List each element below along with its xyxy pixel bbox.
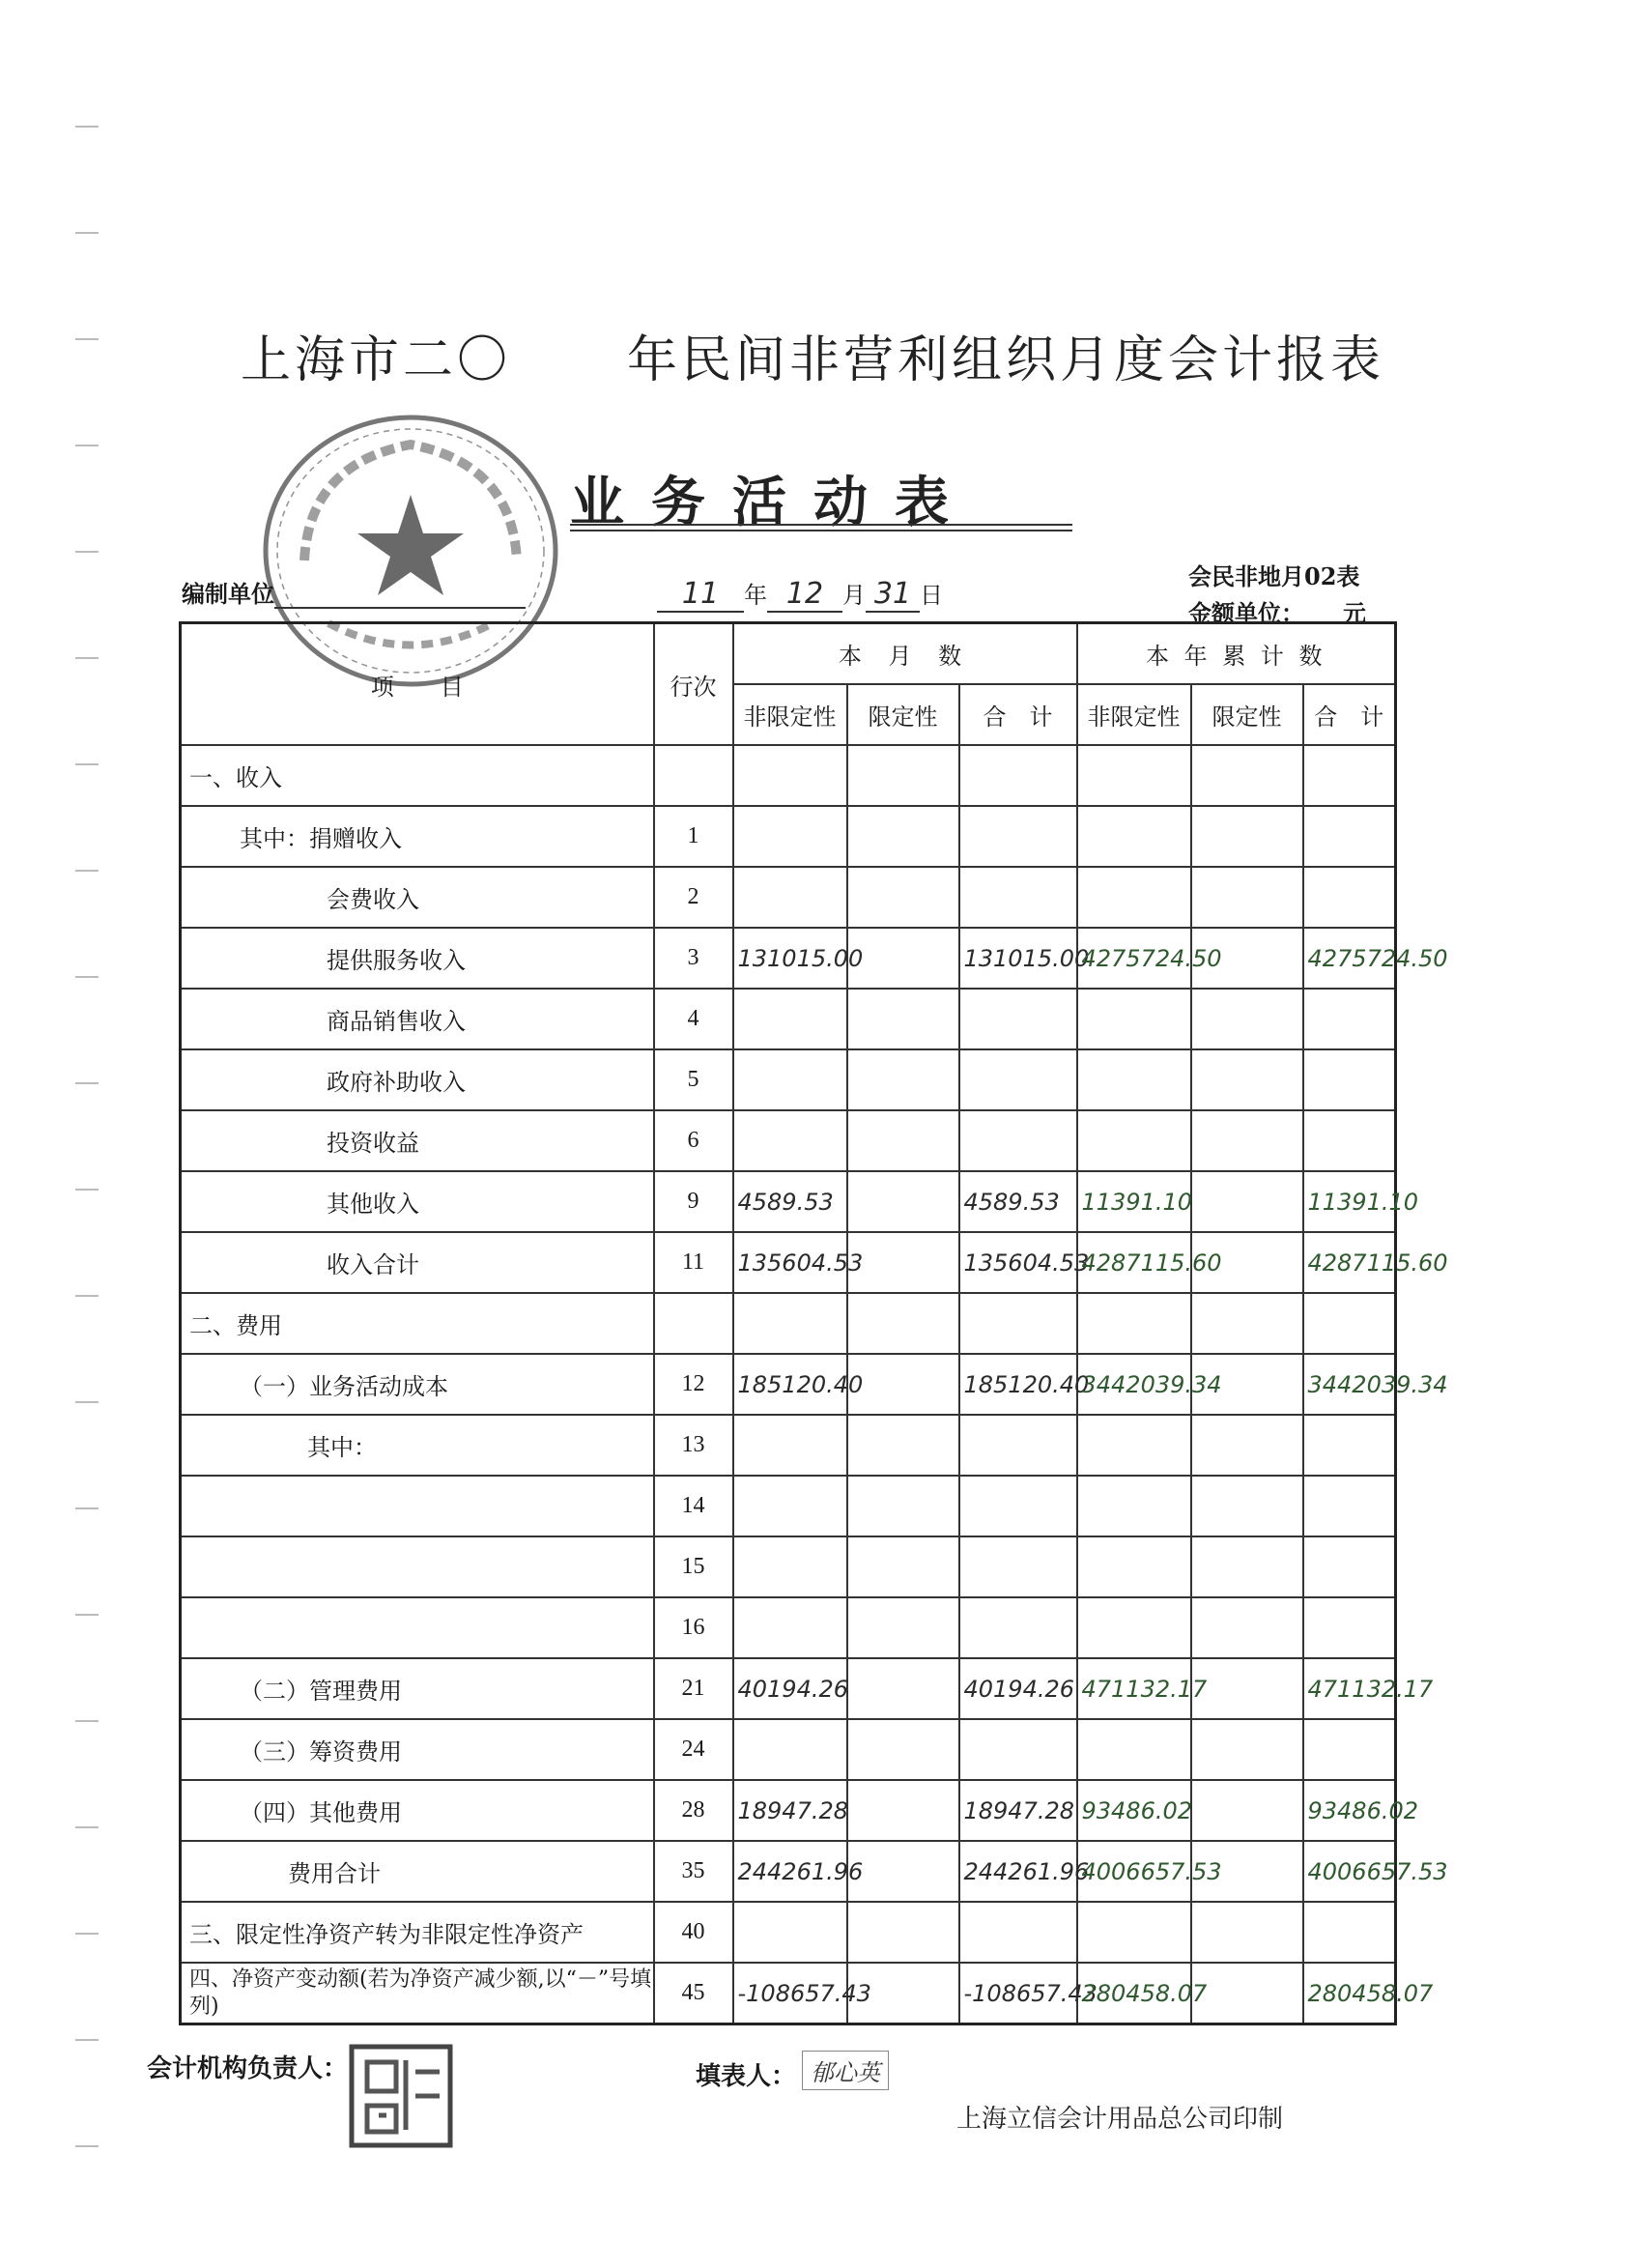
month-total-cell [959,989,1077,1049]
row-line-number: 12 [654,1354,733,1415]
compiling-unit-blank [274,605,526,609]
month-total-cell: 40194.26 [959,1658,1077,1719]
year-restricted-cell [1191,989,1303,1049]
row-item-label: 投资收益 [181,1110,654,1171]
year-total-cell: 280458.07 [1303,1963,1396,2024]
table-row [181,1963,1396,2024]
table-row [181,1354,1396,1415]
date-day-label: 日 [920,582,943,609]
table-row [181,1719,1396,1780]
row-item-label: 提供服务收入 [181,928,654,989]
margin-mark [75,1401,99,1403]
year-restricted-cell [1191,1415,1303,1476]
year-total-cell: 471132.17 [1303,1658,1396,1719]
month-unrestricted-cell [733,1415,847,1476]
report-title-left: 上海市二〇 [240,331,511,389]
year-total-header: 合 计 [1303,684,1396,745]
month-unrestricted-cell: 135604.53 [733,1232,847,1293]
year-restricted-cell [1191,1049,1303,1110]
year-total-cell: 4275724.50 [1303,928,1396,989]
month-total-cell: -108657.43 [959,1963,1077,2024]
row-item-label: 费用合计 [181,1841,654,1902]
year-unrestricted-cell: 3442039.34 [1077,1354,1191,1415]
margin-mark [75,657,99,659]
month-total-cell [959,1902,1077,1963]
month-total-cell [959,867,1077,928]
row-line-number: 16 [654,1597,733,1658]
month-restricted-cell [847,1841,959,1902]
year-restricted-cell [1191,1293,1303,1354]
month-total-cell: 18947.28 [959,1780,1077,1841]
year-restricted-cell [1191,745,1303,806]
row-line-number: 28 [654,1780,733,1841]
date-month-label: 月 [842,582,866,609]
table-row [181,1658,1396,1719]
year-unrestricted-header: 非限定性 [1077,684,1191,745]
year-total-cell [1303,1049,1396,1110]
margin-mark [75,1082,99,1084]
month-unrestricted-cell [733,1597,847,1658]
margin-mark [75,232,99,234]
preparer-name: 郁心英 [802,2051,889,2090]
year-unrestricted-cell [1077,806,1191,867]
year-total-cell: 11391.10 [1303,1171,1396,1232]
margin-mark [75,2039,99,2041]
year-total-cell [1303,1415,1396,1476]
month-unrestricted-cell: 18947.28 [733,1780,847,1841]
row-line-number: 35 [654,1841,733,1902]
year-unrestricted-cell: 4287115.60 [1077,1232,1191,1293]
year-restricted-cell [1191,1902,1303,1963]
year-total-cell [1303,1597,1396,1658]
margin-mark [75,763,99,765]
month-restricted-cell [847,928,959,989]
month-total-cell [959,1597,1077,1658]
year-unrestricted-cell [1077,1902,1191,1963]
row-line-number: 11 [654,1232,733,1293]
year-restricted-cell [1191,1597,1303,1658]
year-total-cell: 93486.02 [1303,1780,1396,1841]
margin-mark [75,126,99,128]
month-restricted-cell [847,1415,959,1476]
year-unrestricted-cell: 471132.17 [1077,1658,1191,1719]
square-seal-icon [348,2043,454,2149]
row-line-number: 3 [654,928,733,989]
month-restricted-cell [847,1110,959,1171]
row-line-number: 5 [654,1049,733,1110]
month-unrestricted-cell [733,1110,847,1171]
year-total-cell [1303,745,1396,806]
row-item-label [181,1536,654,1597]
month-unrestricted-cell [733,1293,847,1354]
col-item-header: 项 目 [181,623,654,746]
month-unrestricted-cell: 185120.40 [733,1354,847,1415]
table-row [181,806,1396,867]
date-month: 12 [767,577,842,613]
month-total-cell [959,1536,1077,1597]
margin-mark [75,445,99,446]
table-row [181,1110,1396,1171]
month-unrestricted-cell [733,1902,847,1963]
month-unrestricted-cell [733,867,847,928]
year-unrestricted-cell [1077,989,1191,1049]
margin-mark [75,1933,99,1935]
table-row [181,867,1396,928]
year-restricted-cell [1191,1536,1303,1597]
year-restricted-cell [1191,1658,1303,1719]
month-restricted-cell [847,1597,959,1658]
table-row [181,745,1396,806]
row-item-label: 商品销售收入 [181,989,654,1049]
year-total-cell [1303,1110,1396,1171]
compiling-unit [182,575,526,609]
year-restricted-cell [1191,1780,1303,1841]
date-day: 31 [866,577,920,613]
activity-report-table [179,621,1448,2025]
row-item-label: 其中： [181,1415,654,1476]
group-month-header: 本 月 数 [733,623,1077,685]
month-restricted-cell [847,1232,959,1293]
report-date [657,576,943,613]
margin-mark [75,1295,99,1297]
table-row [181,1049,1396,1110]
month-restricted-cell [847,1780,959,1841]
subtitle-underline [570,524,1072,526]
month-unrestricted-cell: 244261.96 [733,1841,847,1902]
year-total-cell [1303,989,1396,1049]
margin-mark [75,551,99,553]
year-unrestricted-cell [1077,745,1191,806]
year-unrestricted-cell [1077,1049,1191,1110]
month-total-cell [959,1415,1077,1476]
year-total-cell [1303,806,1396,867]
row-line-number: 6 [654,1110,733,1171]
row-line-number: 9 [654,1171,733,1232]
month-total-cell: 131015.00 [959,928,1077,989]
month-total-header: 合 计 [959,684,1077,745]
year-restricted-cell [1191,1110,1303,1171]
col-line-header: 行次 [654,623,733,746]
preparer-label: 填表人： [696,2062,797,2091]
row-line-number: 13 [654,1415,733,1476]
month-restricted-cell [847,1171,959,1232]
row-item-label: （二）管理费用 [181,1658,654,1719]
year-unrestricted-cell: 4275724.50 [1077,928,1191,989]
row-item-label: 其他收入 [181,1171,654,1232]
month-total-cell [959,1110,1077,1171]
margin-mark [75,976,99,978]
margin-mark [75,1720,99,1722]
date-year-label: 年 [744,582,767,609]
row-item-label: 三、限定性净资产转为非限定性净资产 [181,1902,654,1963]
row-line-number [654,1293,733,1354]
month-total-cell [959,1293,1077,1354]
month-restricted-cell [847,1476,959,1536]
month-unrestricted-cell [733,1049,847,1110]
row-item-label [181,1597,654,1658]
month-unrestricted-cell [733,1476,847,1536]
amount-unit-label: 金额单位： [1188,599,1304,627]
accountant-label: 会计机构负责人： [147,2054,349,2083]
month-restricted-cell [847,1536,959,1597]
month-unrestricted-header: 非限定性 [733,684,847,745]
month-restricted-cell [847,1049,959,1110]
month-total-cell [959,1049,1077,1110]
month-unrestricted-cell [733,989,847,1049]
month-unrestricted-cell: -108657.43 [733,1963,847,2024]
year-total-cell [1303,1293,1396,1354]
year-total-cell [1303,867,1396,928]
year-unrestricted-cell: 11391.10 [1077,1171,1191,1232]
year-total-cell: 4006657.53 [1303,1841,1396,1902]
year-restricted-cell [1191,1719,1303,1780]
row-item-label: （三）筹资费用 [181,1719,654,1780]
margin-mark [75,1189,99,1191]
year-unrestricted-cell [1077,1719,1191,1780]
month-unrestricted-cell [733,745,847,806]
year-restricted-cell [1191,1171,1303,1232]
row-item-label: （四）其他费用 [181,1780,654,1841]
month-total-cell [959,745,1077,806]
report-title [0,319,1625,391]
year-restricted-cell [1191,867,1303,928]
month-restricted-cell [847,1658,959,1719]
month-unrestricted-cell [733,806,847,867]
row-line-number: 14 [654,1476,733,1536]
year-unrestricted-cell [1077,1536,1191,1597]
year-total-cell [1303,1719,1396,1780]
year-unrestricted-cell: 93486.02 [1077,1780,1191,1841]
row-line-number: 21 [654,1658,733,1719]
table-row [181,989,1396,1049]
margin-mark [75,1826,99,1828]
month-total-cell: 4589.53 [959,1171,1077,1232]
table-row [181,928,1396,989]
month-total-cell: 135604.53 [959,1232,1077,1293]
table-row [181,1902,1396,1963]
year-restricted-cell [1191,1476,1303,1536]
table-row [181,1232,1396,1293]
month-restricted-cell [847,1354,959,1415]
report-title-right: 年民间非营利组织月度会计报表 [627,331,1385,389]
amount-unit: 元 [1343,599,1366,627]
year-restricted-cell [1191,806,1303,867]
row-line-number: 45 [654,1963,733,2024]
month-total-cell [959,1476,1077,1536]
year-unrestricted-cell [1077,1110,1191,1171]
month-total-cell [959,806,1077,867]
year-total-cell [1303,1476,1396,1536]
form-code: 会民非地月02表 [1188,562,1360,590]
year-unrestricted-cell [1077,1476,1191,1536]
row-item-label: 会费收入 [181,867,654,928]
table-row [181,1415,1396,1476]
month-restricted-cell [847,745,959,806]
row-item-label: 二、费用 [181,1293,654,1354]
table-row [181,1171,1396,1232]
report-subtitle: 业务活动表 [570,471,976,534]
row-item-label: （一）业务活动成本 [181,1354,654,1415]
date-year: 11 [657,577,744,613]
row-item-label: 收入合计 [181,1232,654,1293]
row-line-number: 24 [654,1719,733,1780]
table-row [181,1597,1396,1658]
year-restricted-header: 限定性 [1191,684,1303,745]
month-total-cell: 185120.40 [959,1354,1077,1415]
row-line-number: 4 [654,989,733,1049]
group-year-header: 本 年 累 计 数 [1077,623,1396,685]
month-restricted-cell [847,806,959,867]
row-line-number: 40 [654,1902,733,1963]
year-unrestricted-cell: 4006657.53 [1077,1841,1191,1902]
month-unrestricted-cell [733,1536,847,1597]
month-unrestricted-cell: 131015.00 [733,928,847,989]
month-restricted-cell [847,1719,959,1780]
year-total-cell [1303,1536,1396,1597]
month-restricted-cell [847,989,959,1049]
table-row [181,1293,1396,1354]
year-total-cell: 3442039.34 [1303,1354,1396,1415]
month-restricted-header: 限定性 [847,684,959,745]
month-restricted-cell [847,1293,959,1354]
table-row [181,1780,1396,1841]
month-restricted-cell [847,867,959,928]
year-unrestricted-cell [1077,867,1191,928]
month-unrestricted-cell: 4589.53 [733,1171,847,1232]
margin-mark [75,1507,99,1509]
month-total-cell: 244261.96 [959,1841,1077,1902]
month-restricted-cell [847,1902,959,1963]
row-item-label: 四、净资产变动额(若为净资产减少额,以“－”号填列) [181,1963,654,2024]
year-total-cell: 4287115.60 [1303,1232,1396,1293]
year-unrestricted-cell: 280458.07 [1077,1963,1191,2024]
margin-mark [75,870,99,872]
margin-mark [75,1614,99,1616]
margin-mark [75,2145,99,2147]
year-unrestricted-cell [1077,1597,1191,1658]
month-unrestricted-cell: 40194.26 [733,1658,847,1719]
row-item-label [181,1476,654,1536]
printer-credit: 上海立信会计用品总公司印制 [956,2105,1284,2134]
year-unrestricted-cell [1077,1293,1191,1354]
row-item-label: 一、收入 [181,745,654,806]
row-line-number [654,745,733,806]
row-line-number: 1 [654,806,733,867]
year-total-cell [1303,1902,1396,1963]
row-item-label: 其中：捐赠收入 [181,806,654,867]
year-restricted-cell [1191,1963,1303,2024]
subtitle-underline [570,530,1072,531]
table-row [181,1536,1396,1597]
month-unrestricted-cell [733,1719,847,1780]
month-total-cell [959,1719,1077,1780]
row-line-number: 15 [654,1536,733,1597]
compiling-unit-label: 编制单位 [182,580,274,608]
table-row [181,1476,1396,1536]
row-line-number: 2 [654,867,733,928]
year-unrestricted-cell [1077,1415,1191,1476]
row-item-label: 政府补助收入 [181,1049,654,1110]
table-row [181,1841,1396,1902]
